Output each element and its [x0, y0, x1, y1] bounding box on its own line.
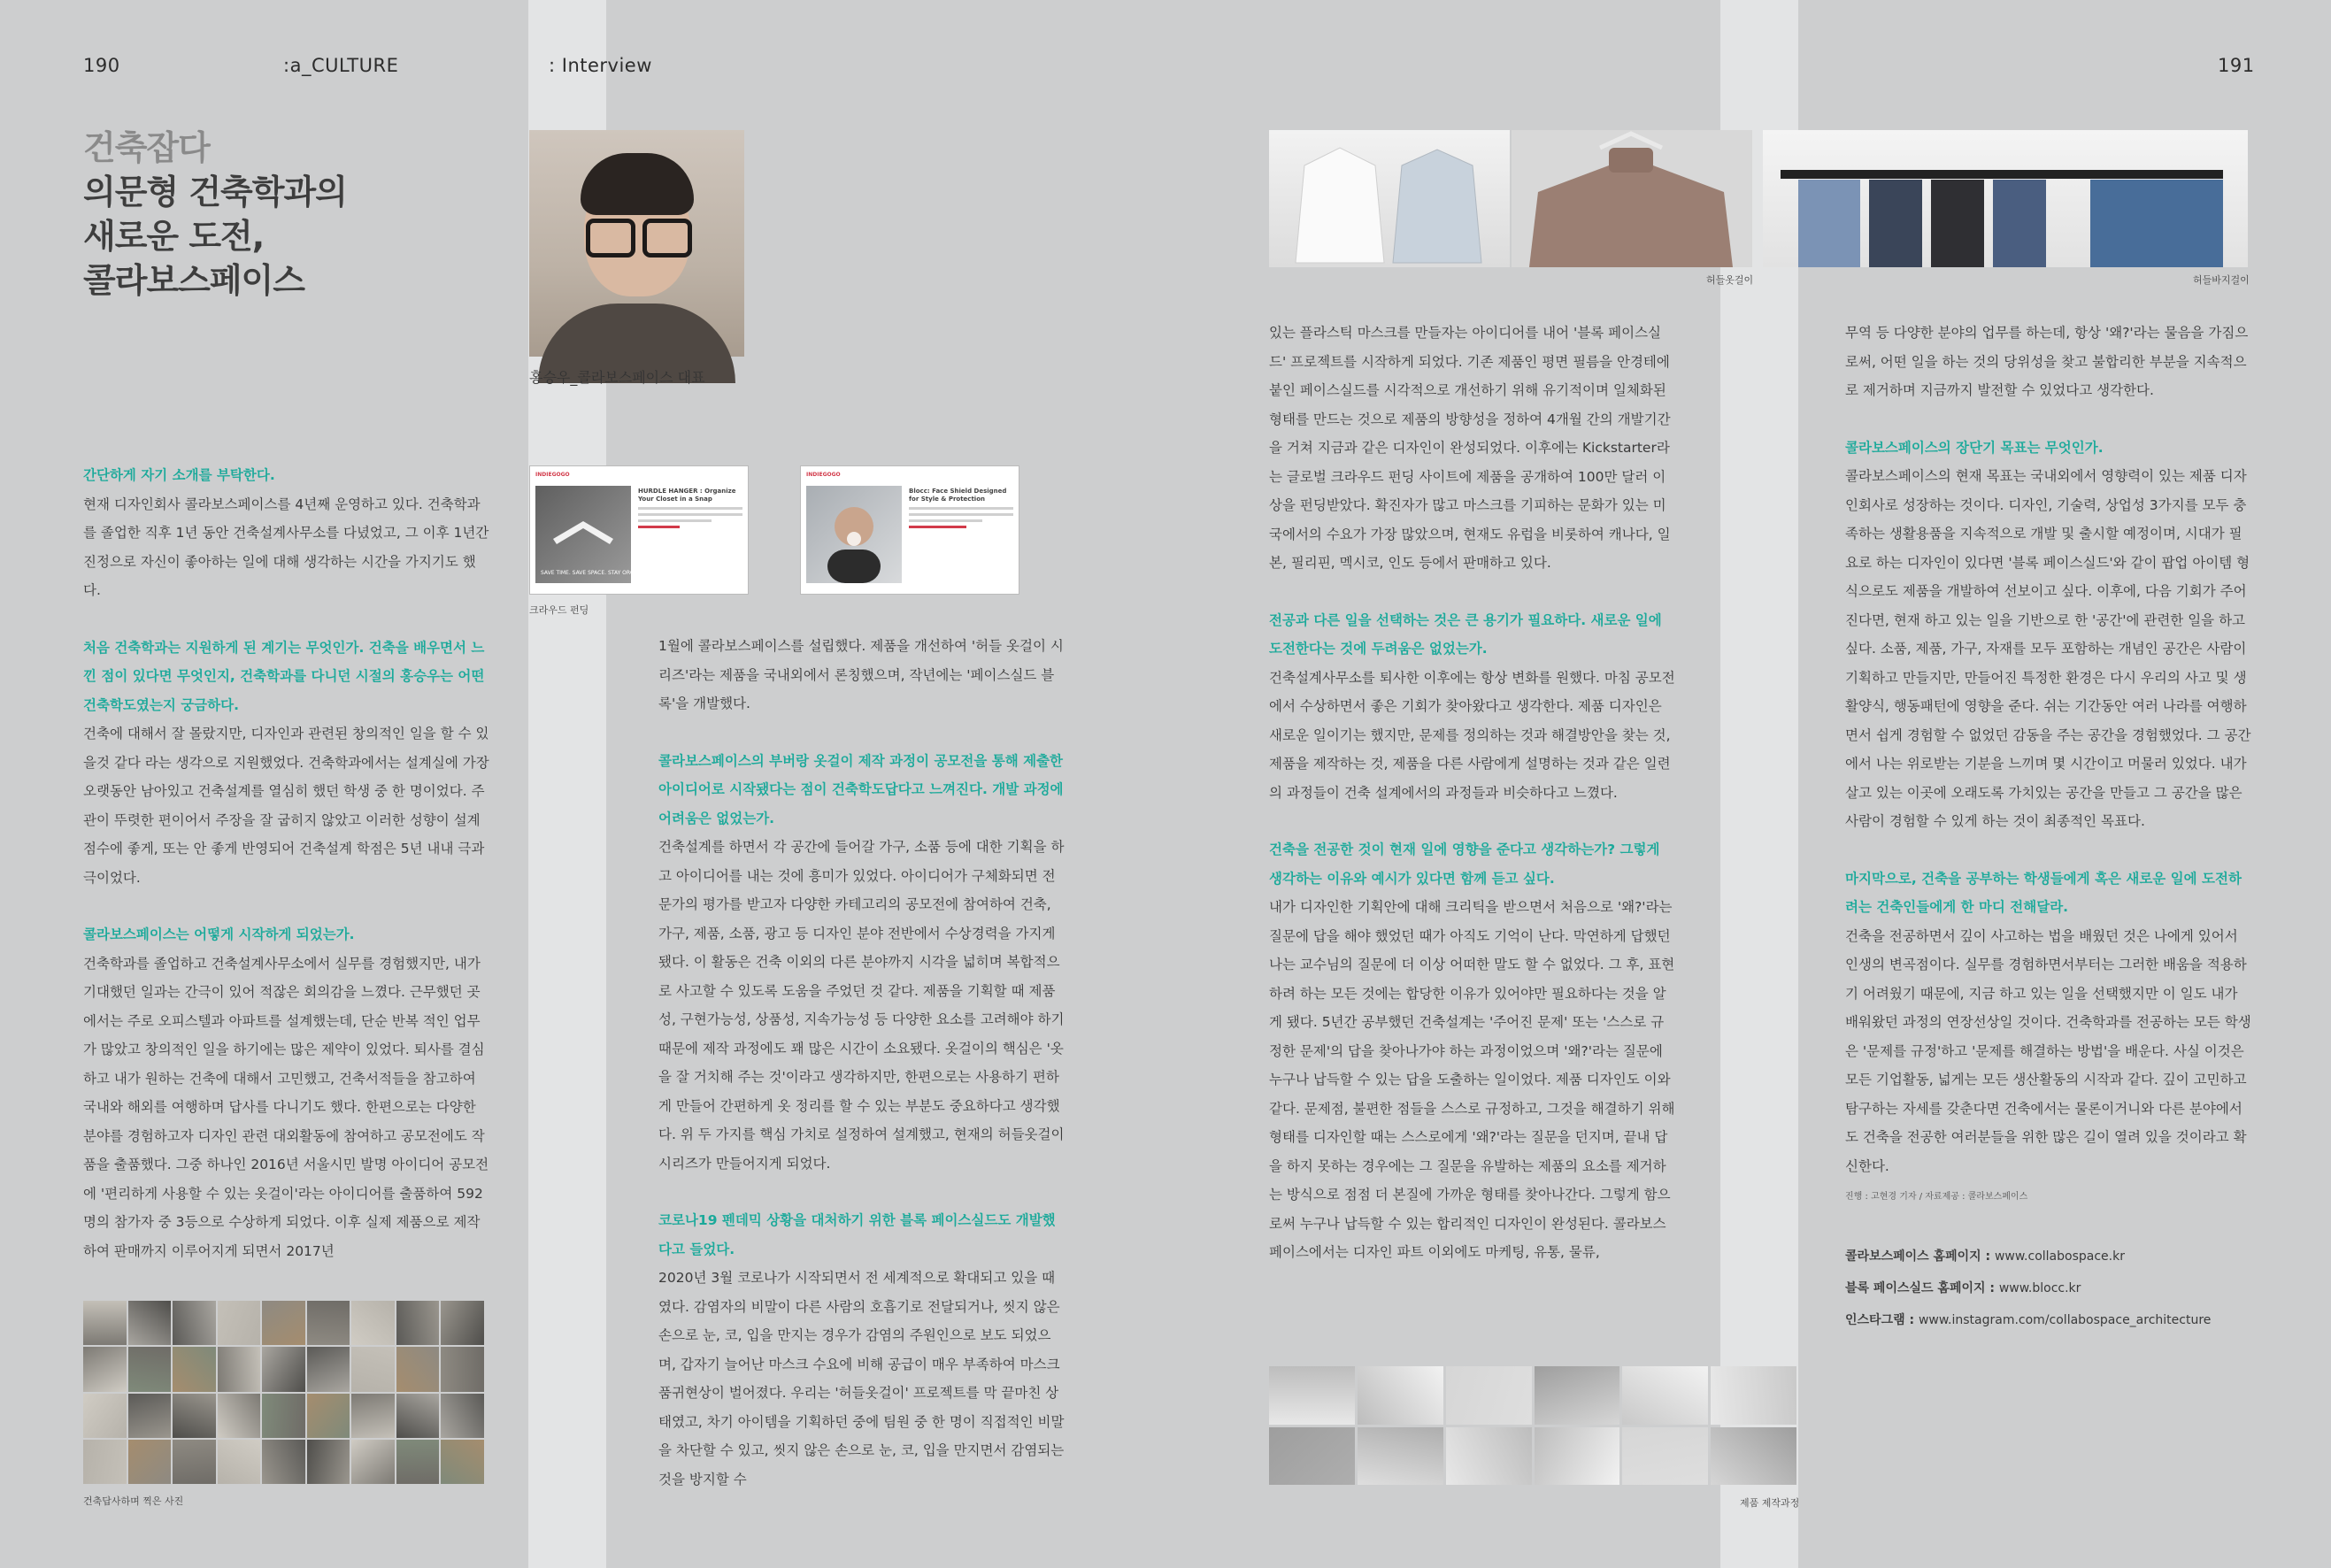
interview-answer: 건축에 대해서 잘 몰랐지만, 디자인과 관련된 창의적인 일을 할 수 있을것 같다 라는 생각으로 지원했었다. 건축학과에서는 설계실에 가장 오랫동안 남아있고 건축설계를 열심히 했던 학생 중 한 명이었다. 주관이 뚜렷한 편이어서 주장을 잘 굽히지 않았고 이러한 성향이 설계점수에 좋게, 또는 안 좋게 반영되어 건축설계 학점은 5년 내내 극과 극이었다. — [83, 726, 489, 886]
interview-answer: 건축설계를 하면서 각 공간에 들어갈 가구, 소품 등에 대한 기획을 하고 아이디어를 내는 것에 흥미가 있었다. 아이디어가 구체화되면 전문가의 평가를 받고자 다양한 카테고리의 공모전에 참여하여 건축, 가구, 제품, 소품, 광고 등 디자인 분야 전반에서 수상경력을 가지게 됐다. 이 활동은 건축 이외의 다른 분야까지 시각을 넓히며 복합적으로 사고할 수 있도록 도움을 주었던 것 같다. 제품을 기획할 때 제품성, 구현가능성, 상품성, 지속가능성 등 다양한 요소를 고려해야 하기 때문에 제작 과정에도 꽤 많은 시간이 소요됐다. 옷걸이의 핵심은 '옷을 잘 거치해 주는 것'이라고 생각하지만, 한편으로는 사용하기 편하게 만들어 간편하게 옷 정리를 할 수 있는 부분도 중요하다고 생각했다. 위 두 가지를 핵심 가치로 설정하여 설계했고, 현재의 허들옷걸이 시리즈가 만들어지게 되었다. — [658, 839, 1065, 1172]
contact-url[interactable]: www.collabospace.kr — [1994, 1249, 2125, 1264]
interview-answer: 건축설계사무소를 퇴사한 이후에는 항상 변화를 원했다. 마침 공모전에서 수상하면서 좋은 기회가 찾아왔다고 생각한다. 제품 디자인은 새로운 일이기는 했지만, 문제를 정의하는 것과 해결방안을 찾는 것, 제품을 제작하는 것, 제품을 다른 사람에게 설명하는 것과 같은 일련의 과정들이 건축 설계에서의 과정들과 비슷하다고 느꼈다. — [1269, 669, 1675, 801]
article-column-4 — [1845, 319, 2252, 1336]
shirt-on-hanger-icon — [1269, 130, 1510, 267]
progress-bar — [638, 526, 680, 528]
architecture-photo-tile — [262, 1301, 305, 1345]
interview-answer: 무역 등 다양한 분야의 업무를 하는데, 항상 '왜?'라는 물음을 가짐으로써, 어떤 일을 하는 것의 당위성을 찾고 불합리한 부분을 지속적으로 제거하며 지금까지 발전할 수 있었다고 생각한다. — [1845, 325, 2249, 398]
interviewee-portrait — [529, 130, 744, 357]
contact-line — [1845, 1304, 2252, 1336]
paragraph-gap — [1269, 578, 1676, 606]
paragraph-gap — [1845, 1212, 2252, 1241]
architecture-photo-tile — [351, 1440, 395, 1484]
interview-answer: 있는 플라스틱 마스크를 만들자는 아이디어를 내어 '블록 페이스실드' 프로젝트를 시작하게 되었다. 기존 제품인 평면 필름을 안경테에 붙인 페이스실드를 시각적으로 개선하기 위해 유기적이며 일체화된 형태를 만드는 것으로 제품의 방향성을 정하여 4개월 간의 개발기간을 거쳐 지금과 같은 디자인이 완성되었다. 이후에는 Kickstarter라는 글로벌 크라우드 펀딩 사이트에 제품을 공개하여 100만 달러 이상을 펀딩받았다. 확진자가 많고 마스크를 기피하는 문화가 있는 미국에서의 수요가 가장 많았으며, 현재도 유럽을 비롯하여 캐나다, 일본, 필리핀, 멕시코, 인도 등에서 판매하고 있다. — [1269, 325, 1671, 571]
paragraph-gap — [83, 892, 490, 920]
crowdfunding-screenshot-hanger — [529, 465, 749, 595]
architecture-photo-tile — [218, 1347, 261, 1391]
interview-question: 건축을 전공한 것이 현재 일에 영향을 준다고 생각하는가? 그렇게 생각하는 이유와 예시가 있다면 함께 듣고 싶다. — [1269, 842, 1660, 887]
title-line: 새로운 도전, — [83, 217, 265, 256]
page-number-left: 190 — [83, 55, 120, 76]
contact-line — [1845, 1241, 2252, 1272]
contact-label: 인스타그램 : — [1845, 1312, 1919, 1327]
architecture-photo-tile — [83, 1440, 127, 1484]
interview-answer: 1월에 콜라보스페이스를 설립했다. 제품을 개선하여 '허들 옷걸이 시리즈'라는 제품을 국내외에서 론칭했으며, 작년에는 '페이스실드 블록'을 개발했다. — [658, 638, 1064, 711]
person-icon — [806, 486, 902, 583]
campaign-text — [909, 488, 1013, 532]
campaign-title: HURDLE HANGER : Organize Your Closet in a Snap — [638, 488, 736, 503]
architecture-photo-tile — [173, 1347, 216, 1391]
article-title — [83, 126, 526, 303]
production-process-photos — [1269, 1366, 1796, 1485]
interview-question: 콜라보스페이스의 장단기 목표는 무엇인가. — [1845, 439, 2104, 456]
architecture-photo-tile — [83, 1347, 127, 1391]
paragraph-gap — [1845, 405, 2252, 434]
architecture-photo-tile — [396, 1301, 440, 1345]
architecture-photo-mosaic — [83, 1301, 484, 1484]
site-logo: INDIEGOGO — [806, 472, 841, 478]
interview-answer: 콜라보스페이스의 현재 목표는 국내외에서 영향력이 있는 제품 디자인회사로 성장하는 것이다. 디자인, 기술력, 상업성 3가지를 모두 충족하는 생활용품을 지속적으로 개발 및 출시할 예정이며, 시대가 필요로 하는 디자인이 있다면 '블록 페이스실드'와 같이 팝업 아이템 형식으로도 제품을 개발하여 선보이고 싶다. 이후에, 다음 기회가 주어진다면, 현재 하고 있는 일을 기반으로 한 '공간'에 관련한 일을 하고 싶다. 소품, 제품, 가구, 자재를 모두 포함하는 개념인 공간은 사람이 기획하고 만들지만, 만들어진 특정한 환경은 다시 우리의 사고 및 생활양식, 행동패턴에 영향을 준다. 쉬는 기간동안 여러 나라를 여행하면서 쉽게 경험할 수 없었던 감동을 주는 공간을 경험했었다. 그 공간에서 나는 위로받는 기분을 느끼며 몇 시간이고 머물러 있었다. 내가 살고 있는 이곳에 오래도록 가치있는 공간을 만들고 그 공간을 많은 사람이 경험할 수 있게 하는 것이 최종적인 목표다. — [1845, 468, 2251, 829]
architecture-photo-tile — [396, 1394, 440, 1438]
hanger-caption: 허들옷걸이 — [1706, 274, 1754, 286]
pants-hanger-photo — [1763, 130, 2248, 267]
progress-bar — [909, 526, 966, 528]
architecture-photo-tile — [128, 1347, 172, 1391]
sweater-icon — [1512, 130, 1752, 267]
section-label: :a_CULTURE — [283, 55, 399, 76]
subsection-label: : Interview — [549, 55, 652, 76]
architecture-photo-tile — [262, 1394, 305, 1438]
production-photo-tile — [1622, 1366, 1708, 1425]
architecture-photo-tile — [128, 1440, 172, 1484]
architecture-photo-tile — [128, 1301, 172, 1345]
contact-label: 콜라보스페이스 홈페이지 : — [1845, 1249, 1995, 1264]
architecture-photo-tile — [173, 1394, 216, 1438]
text-bar — [909, 507, 1013, 510]
contact-line — [1845, 1272, 2252, 1304]
architecture-photo-tile — [128, 1394, 172, 1438]
architecture-photo-tile — [351, 1347, 395, 1391]
architecture-photo-tile — [396, 1440, 440, 1484]
architecture-photo-tile — [218, 1440, 261, 1484]
architecture-photo-tile — [441, 1440, 484, 1484]
architecture-photos-caption: 건축답사하며 찍은 사진 — [83, 1495, 184, 1507]
interview-question: 처음 건축학과는 지원하게 된 계기는 무엇인가. 건축을 배우면서 느낀 점이 있다면 무엇인지, 건축학과를 다니던 시절의 홍승우는 어떤 건축학도였는지 궁금하다. — [83, 639, 485, 713]
crowdfunding-screenshot-faceshield — [800, 465, 1019, 595]
interview-question: 콜라보스페이스는 어떻게 시작하게 되었는가. — [83, 926, 355, 942]
hanger-shirt-photo — [1269, 130, 1510, 267]
production-caption: 제품 제작과정 — [1740, 1497, 1800, 1509]
interview-question: 전공과 다른 일을 선택하는 것은 큰 용기가 필요하다. 새로운 일에 도전한다는 것에 두려움은 없었는가. — [1269, 611, 1662, 657]
production-photo-tile — [1622, 1427, 1708, 1486]
contact-url[interactable]: www.instagram.com/collabospace_architecture — [1918, 1312, 2212, 1327]
glasses-icon — [586, 219, 635, 257]
architecture-photo-tile — [83, 1301, 127, 1345]
pants-hanger-caption: 허들바지걸이 — [2193, 274, 2250, 286]
hanger-icon — [535, 486, 657, 583]
architecture-photo-tile — [441, 1301, 484, 1345]
interview-answer: 현재 디자인회사 콜라보스페이스를 4년째 운영하고 있다. 건축학과를 졸업한 직후 1년 동안 건축설계사무소를 다녔었고, 그 이후 1년간 진정으로 자신이 좋아하는 일에 대해 생각하는 시간을 가지기도 했다. — [83, 496, 489, 598]
interview-answer: 건축을 전공하면서 깊이 사고하는 법을 배웠던 것은 나에게 있어서 인생의 변곡점이다. 실무를 경험하면서부터는 그러한 배움을 적용하기 어려웠기 때문에, 지금 하고 있는 일을 선택했지만 이 일도 내가 배워왔던 과정의 연장선상일 것이다. 건축학과를 전공하는 모든 학생은 '문제를 규정'하고 '문제를 해결하는 방법'을 배운다. 사실 이것은 모든 기업활동, 넓게는 모든 생산활동의 시작과 같다. 깊이 고민하고 탐구하는 자세를 갖춘다면 건축에서는 물론이거니와 다른 분야에서도 건축을 전공한 여러분들을 위한 많은 길이 열려 있을 것이라고 확신한다. — [1845, 927, 2251, 1174]
interview-answer: 내가 디자인한 기획안에 대해 크리틱을 받으면서 처음으로 '왜?'라는 질문에 답을 해야 했었던 때가 아직도 기억이 난다. 막연하게 답했던 나는 교수님의 질문에 더 이상 어떠한 말도 할 수 없었다. 그 후, 표현하려 하는 모든 것에는 합당한 이유가 있어야만 필요하다는 것을 알게 됐다. 5년간 공부했던 건축설계는 '주어진 문제' 또는 '스스로 규정한 문제'의 답을 찾아나가야 하는 과정이었으며 '왜?'라는 질문에 누구나 납득할 수 있는 답을 도출하는 일이었다. 제품 디자인도 이와 같다. 문제점, 불편한 점들을 스스로 규정하고, 그것을 해결하기 위해 형태를 디자인할 때는 스스로에게 '왜?'라는 질문을 던지며, 끝내 답을 하지 못하는 경우에는 그 질문을 유발하는 제품의 요소를 제거하는 방식으로 점점 더 본질에 가까운 형태를 찾아나간다. 그렇게 함으로써 누구나 납득할 수 있는 합리적인 디자인이 완성된다. 콜라보스페이스에서는 디자인 파트 이외에도 마케팅, 유통, 물류, — [1269, 899, 1675, 1260]
text-bar — [909, 519, 982, 522]
title-line: 콜라보스페이스 — [83, 261, 304, 300]
article-column-1 — [83, 461, 490, 1265]
faceshield-product-image — [806, 486, 902, 583]
credit-line: 진행 : 고현경 기자 / 자료제공 : 콜라보스페이스 — [1845, 1192, 2028, 1202]
production-photo-tile — [1446, 1427, 1532, 1486]
article-column-2 — [658, 632, 1065, 1494]
production-photo-tile — [1711, 1366, 1796, 1425]
architecture-photo-tile — [351, 1394, 395, 1438]
architecture-photo-tile — [218, 1301, 261, 1345]
article-column-3 — [1269, 319, 1676, 1267]
text-bar — [638, 513, 742, 516]
architecture-photo-tile — [173, 1440, 216, 1484]
architecture-photo-tile — [218, 1394, 261, 1438]
contact-label: 블록 페이스실드 홈페이지 : — [1845, 1280, 1999, 1295]
interview-question: 코로나19 펜데믹 상황을 대처하기 위한 블록 페이스실드도 개발했다고 들었다. — [658, 1212, 1056, 1257]
architecture-photo-tile — [441, 1347, 484, 1391]
campaign-text — [638, 488, 742, 532]
page-number-right: 191 — [2218, 55, 2255, 76]
architecture-photo-tile — [307, 1347, 350, 1391]
paragraph-gap — [1845, 836, 2252, 865]
architecture-photo-tile — [262, 1440, 305, 1484]
architecture-photo-tile — [441, 1394, 484, 1438]
interview-answer: 건축학과를 졸업하고 건축설계사무소에서 실무를 경험했지만, 내가 기대했던 일과는 간극이 있어 적잖은 회의감을 느꼈다. 근무했던 곳에서는 주로 오피스텔과 아파트를 설계했는데, 단순 반복 적인 업무가 많았고 창의적인 일을 하기에는 많은 제약이 있었다. 퇴사를 결심하고 내가 원하는 건축에 대해서 고민했고, 건축서적들을 참고하여 국내와 해외를 여행하며 답사를 다니기도 했다. 한편으로는 다양한 분야를 경험하고자 디자인 관련 대외활동에 참여하고 공모전에도 작품을 출품했다. 그중 하나인 2016년 서울시민 발명 아이디어 공모전에 '편리하게 사용할 수 있는 옷걸이'라는 아이디어를 출품하여 592명의 참가자 중 3등으로 수상하게 되었다. 이후 실제 제품으로 제작하여 판매까지 이루어지게 되면서 2017년 — [83, 955, 489, 1259]
campaign-title: Blocc: Face Shield Designed for Style & Protection — [909, 488, 1007, 503]
portrait-caption: 홍승우_콜라보스페이스 대표 — [529, 369, 705, 386]
pants-hanger-icon — [1763, 130, 2248, 267]
text-bar — [909, 513, 1013, 516]
text-bar — [638, 519, 712, 522]
architecture-photo-tile — [307, 1301, 350, 1345]
contact-url[interactable]: www.blocc.kr — [1998, 1280, 2081, 1295]
architecture-photo-tile — [351, 1301, 395, 1345]
hanger-product-image — [535, 486, 657, 583]
text-bar — [638, 507, 742, 510]
architecture-photo-tile — [307, 1440, 350, 1484]
turtleneck-photo — [1512, 130, 1752, 267]
site-logo: INDIEGOGO — [535, 472, 570, 478]
paragraph-gap — [83, 605, 490, 634]
glasses-icon — [642, 219, 692, 257]
paragraph-gap — [1269, 807, 1676, 835]
banner-text: SAVE TIME. SAVE SPACE. STAY ORGANIZED. — [541, 570, 657, 576]
interview-question: 마지막으로, 건축을 공부하는 학생들에게 혹은 새로운 일에 도전하려는 건축인들에게 한 마디 전해달라. — [1845, 870, 2242, 915]
portrait-hair — [581, 153, 694, 215]
paragraph-gap — [658, 1178, 1065, 1206]
architecture-photo-tile — [396, 1347, 440, 1391]
production-photo-tile — [1535, 1427, 1620, 1486]
production-photo-tile — [1535, 1366, 1620, 1425]
architecture-photo-tile — [307, 1394, 350, 1438]
title-kicker: 건축잡다 — [83, 128, 210, 167]
production-photo-tile — [1446, 1366, 1532, 1425]
title-line: 의문형 건축학과의 — [83, 173, 347, 211]
paragraph-gap — [658, 719, 1065, 747]
architecture-photo-tile — [262, 1347, 305, 1391]
interview-question: 간단하게 자기 소개를 부탁한다. — [83, 467, 275, 483]
architecture-photo-tile — [83, 1394, 127, 1438]
crowdfunding-caption: 크라우드 펀딩 — [529, 604, 589, 616]
production-photo-tile — [1269, 1366, 1355, 1425]
production-photo-tile — [1358, 1427, 1443, 1486]
production-photo-tile — [1358, 1366, 1443, 1425]
production-photo-tile — [1269, 1427, 1355, 1486]
interview-answer: 2020년 3월 코로나가 시작되면서 전 세계적으로 확대되고 있을 때였다. 감염자의 비말이 다른 사람의 호흡기로 전달되거나, 씻지 않은 손으로 눈, 코, 입을 만지는 경우가 감염의 주원인으로 보도 되었으며, 갑자기 늘어난 마스크 수요에 비해 공급이 매우 부족하여 마스크 품귀현상이 벌어졌다. 우리는 '허들옷걸이' 프로젝트를 막 끝마친 상태였고, 차기 아이템을 기획하던 중에 팀원 중 한 명이 직접적인 비말을 차단할 수 있고, 씻지 않은 손으로 눈, 코, 입을 만지면서 감염되는 것을 방지할 수 — [658, 1270, 1065, 1487]
architecture-photo-tile — [173, 1301, 216, 1345]
interview-question: 콜라보스페이스의 부버랑 옷걸이 제작 과정이 공모전을 통해 제출한 아이디어로 시작됐다는 점이 건축학도답다고 느껴진다. 개발 과정에 어려움은 없었는가. — [658, 752, 1064, 826]
production-photo-tile — [1711, 1427, 1796, 1486]
